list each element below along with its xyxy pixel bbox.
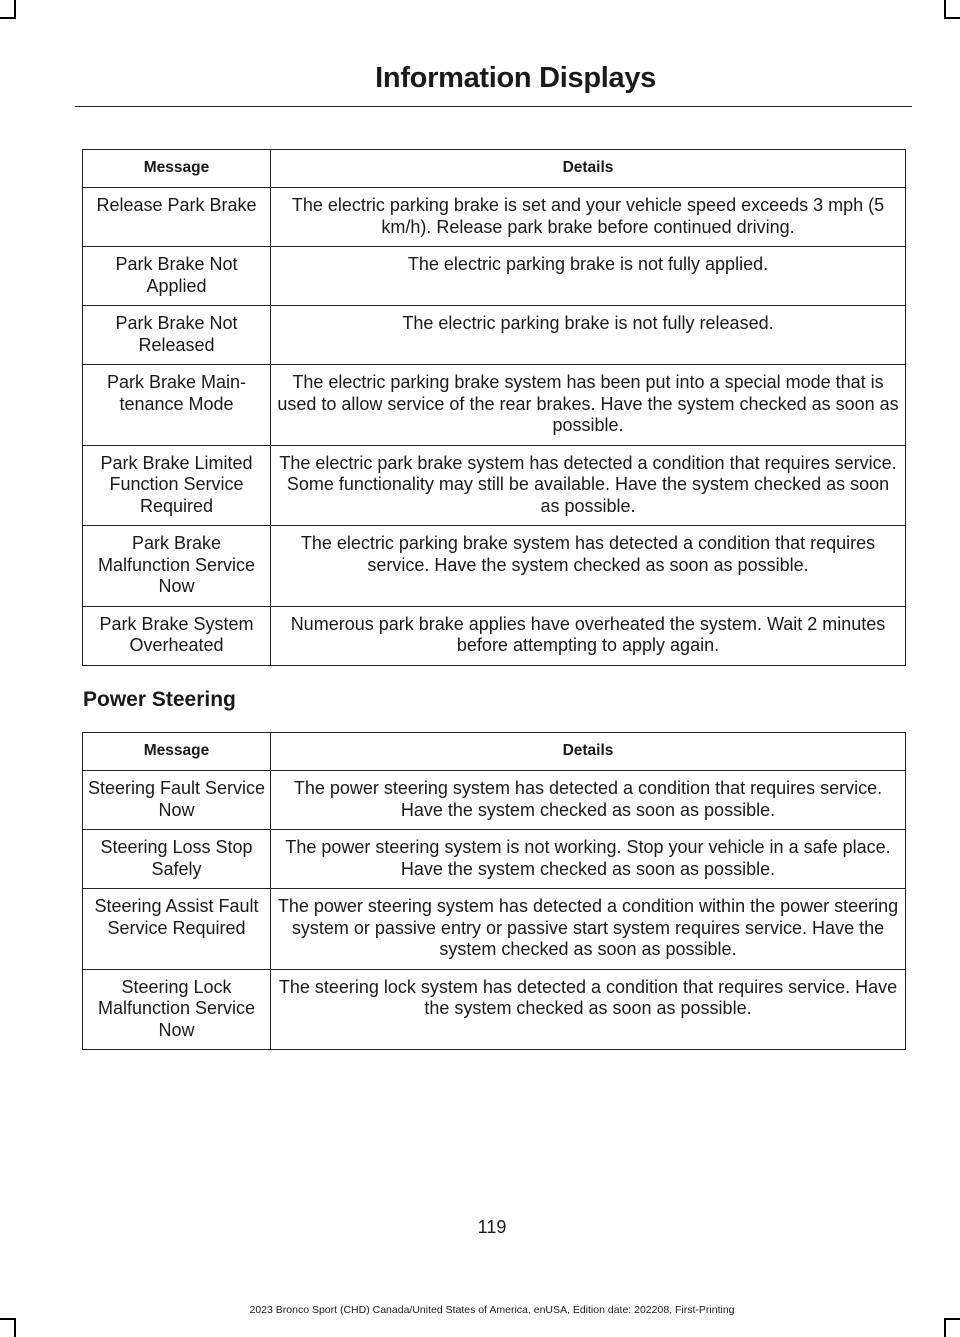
table-row [83,889,906,970]
crop-mark [944,17,960,19]
table-row [83,526,906,607]
table-row [83,830,906,889]
column-header-message: Message [83,733,271,771]
details-cell: The electric parking brake is not fully released. [271,306,906,365]
message-cell: Steering Fault Service Now [83,771,271,830]
details-cell: The electric park brake system has detected a condition that requires service. Some functionality may still be available. Have the system checked as soon as possible. [271,445,906,526]
message-cell: Park Brake Malfunction Service Now [83,526,271,607]
column-header-details: Details [271,733,906,771]
table-header-row [83,150,906,188]
section-heading-power-steering: Power Steering [83,688,236,711]
table-row [83,306,906,365]
message-cell: Park Brake Not Applied [83,247,271,306]
details-cell: The electric parking brake is not fully applied. [271,247,906,306]
crop-mark [944,1319,946,1337]
table-row [83,771,906,830]
crop-mark [0,1318,16,1320]
crop-mark [14,0,16,18]
table-row [83,247,906,306]
crop-mark [0,17,16,19]
message-cell: Steering Lock Malfunction Service Now [83,969,271,1050]
details-cell: The power steering system has detected a condition that requires service. Have the system checked as soon as possible. [271,771,906,830]
footer-edition-info: 2023 Bronco Sport (CHD) Canada/United States of America, enUSA, Edition date: 202208, First-Printing [249,1304,735,1316]
message-cell: Park Brake Limited Function Service Required [83,445,271,526]
details-cell: The power steering system has detected a condition within the power steering system or passive entry or passive start system requires service. Have the system checked as soon as possible. [271,889,906,970]
park-brake-table [82,149,906,666]
table-row [83,445,906,526]
details-cell: The electric parking brake is set and your vehicle speed exceeds 3 mph (5 km/h). Release park brake before continued driving. [271,188,906,247]
crop-mark [944,0,946,18]
crop-mark [14,1319,16,1337]
message-cell: Park Brake System Overheated [83,606,271,665]
header-divider [75,106,912,107]
crop-mark [944,1318,960,1320]
details-cell: The power steering system is not working. Stop your vehicle in a safe place. Have the system checked as soon as possible. [271,830,906,889]
table-row [83,188,906,247]
column-header-message: Message [83,150,271,188]
table-row [83,365,906,446]
message-cell: Steering Assist Fault Service Required [83,889,271,970]
table-row [83,606,906,665]
details-cell: The electric parking brake system has detected a condition that requires service. Have the system checked as soon as possible. [271,526,906,607]
details-cell: The steering lock system has detected a condition that requires service. Have the system checked as soon as possible. [271,969,906,1050]
details-cell: Numerous park brake applies have overheated the system. Wait 2 minutes before attempting to apply again. [271,606,906,665]
message-cell: Park Brake Not Released [83,306,271,365]
details-cell: The electric parking brake system has been put into a special mode that is used to allow service of the rear brakes. Have the system checked as soon as possible. [271,365,906,446]
page-number: 119 [477,1217,507,1237]
table-header-row [83,733,906,771]
page-title: Information Displays [375,62,656,94]
power-steering-table [82,732,906,1050]
message-cell: Release Park Brake [83,188,271,247]
table-row [83,969,906,1050]
column-header-details: Details [271,150,906,188]
message-cell: Steering Loss Stop Safely [83,830,271,889]
message-cell: Park Brake Main-tenance Mode [83,365,271,446]
